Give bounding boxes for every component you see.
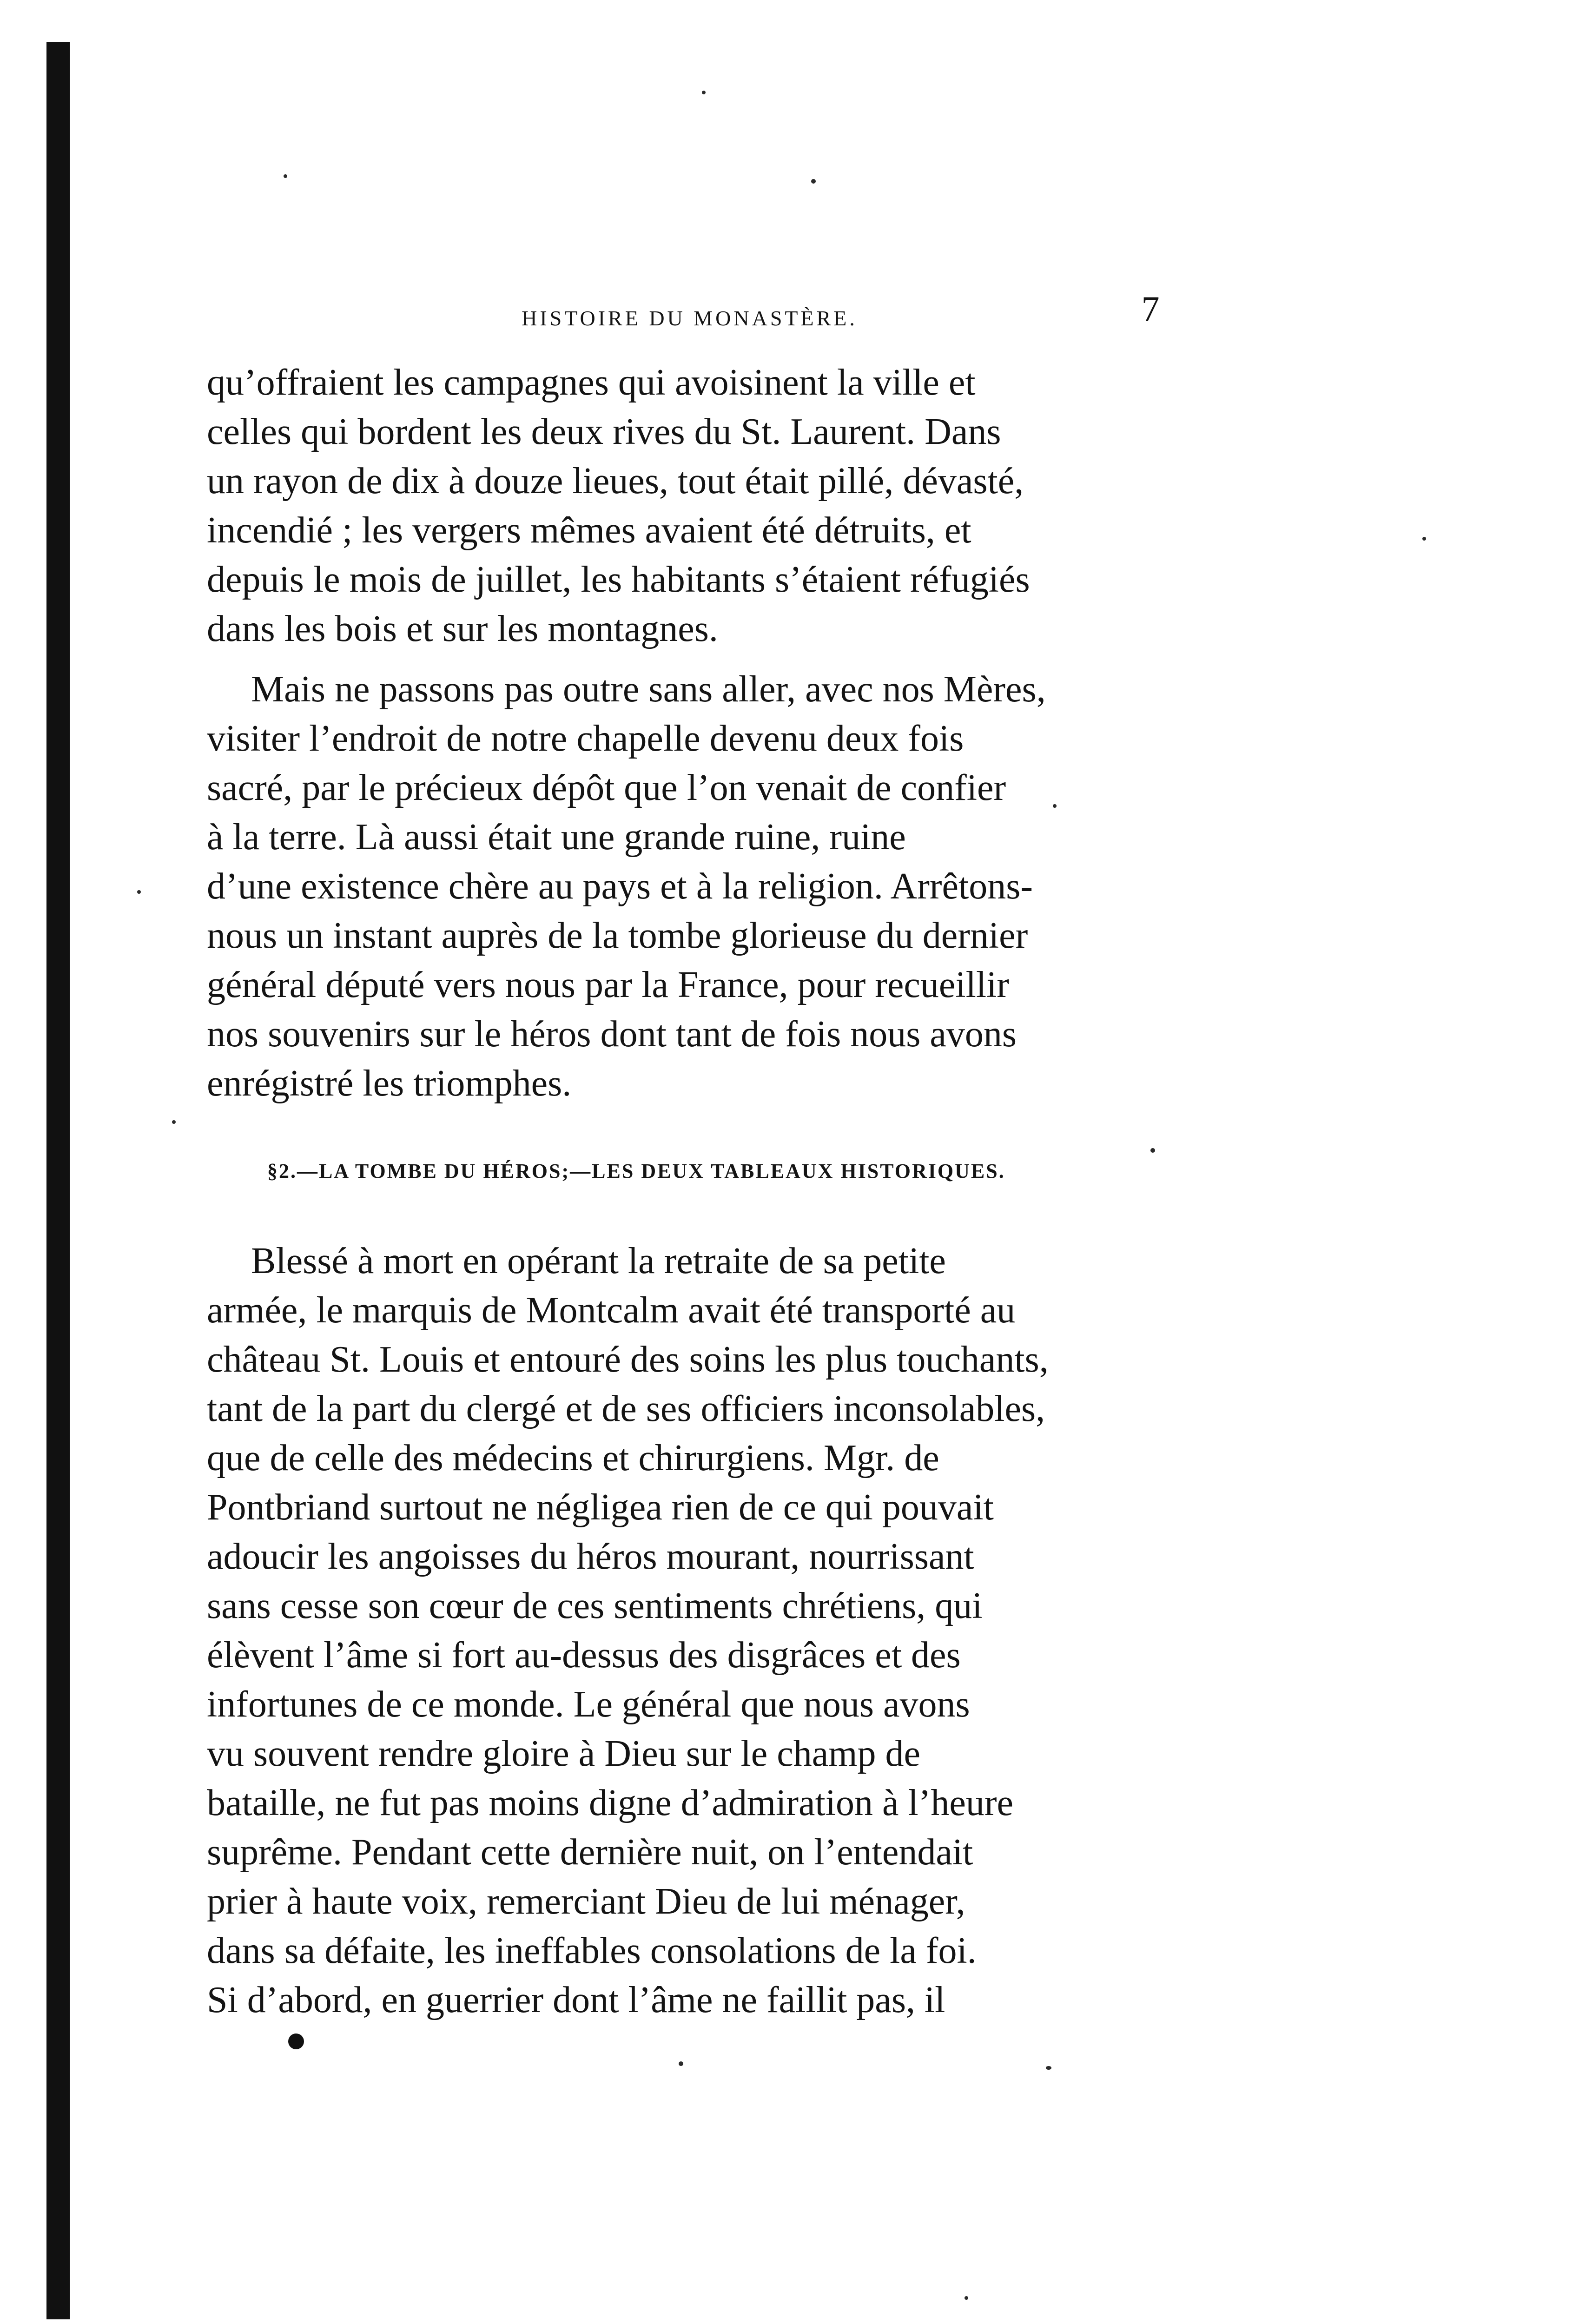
paragraph [207, 1236, 1169, 2025]
text-line: celles qui bordent les deux rives du St. Laurent. Dans [207, 411, 1001, 452]
text-line: Si d’abord, en guerrier dont l’âme ne faillit pas, il [207, 1980, 945, 2020]
text-line: que de celle des médecins et chirurgiens. Mgr. de [207, 1438, 939, 1479]
text-line: d’une existence chère au pays et à la religion. Arrêtons- [207, 866, 1033, 907]
scan-speck [965, 2296, 968, 2300]
scan-speck [811, 179, 816, 184]
running-head: HISTOIRE DU MONASTÈRE. [522, 306, 858, 330]
text-line: incendié ; les vergers mêmes avaient été détruits, et [207, 510, 971, 551]
text-line: à la terre. Là aussi était une grande ruine, ruine [207, 817, 906, 858]
text-line: prier à haute voix, remerciant Dieu de lui ménager, [207, 1881, 965, 1922]
text-line: Pontbriand surtout ne négligea rien de ce qui pouvait [207, 1487, 994, 1528]
text-line: depuis le mois de juillet, les habitants s’étaient réfugiés [207, 559, 1030, 600]
scan-speck [172, 1120, 176, 1124]
text-line: visiter l’endroit de notre chapelle devenu deux fois [207, 718, 964, 759]
text-line: Blessé à mort en opérant la retraite de sa petite [251, 1241, 946, 1281]
text-line: suprême. Pendant cette dernière nuit, on l’entendait [207, 1832, 973, 1873]
binding-edge-shadow [46, 42, 70, 2319]
page-number: 7 [1141, 289, 1160, 329]
text-line: général député vers nous par la France, pour recueillir [207, 964, 1009, 1005]
scan-speck [1422, 537, 1426, 541]
text-line: nos souvenirs sur le héros dont tant de fois nous avons [207, 1014, 1017, 1055]
scan-speck [702, 91, 706, 94]
text-line: Mais ne passons pas outre sans aller, avec nos Mères, [251, 669, 1046, 710]
text-line: armée, le marquis de Montcalm avait été transporté au [207, 1290, 1016, 1331]
text-line: dans les bois et sur les montagnes. [207, 608, 718, 649]
text-line: sans cesse son cœur de ces sentiments chrétiens, qui [207, 1585, 983, 1626]
scan-speck [1046, 2066, 1051, 2070]
scan-speck [137, 890, 141, 894]
text-line: bataille, ne fut pas moins digne d’admiration à l’heure [207, 1783, 1013, 1823]
scan-speck [1150, 1148, 1155, 1153]
ink-blot-mark [288, 2034, 304, 2049]
text-line: vu souvent rendre gloire à Dieu sur le champ de [207, 1733, 921, 1774]
text-line: qu’offraient les campagnes qui avoisinent la ville et [207, 362, 976, 403]
text-line: château St. Louis et entouré des soins les plus touchants, [207, 1339, 1049, 1380]
text-line: nous un instant auprès de la tombe glorieuse du dernier [207, 915, 1028, 956]
paragraph [207, 358, 1169, 654]
scan-speck [679, 2061, 683, 2066]
text-line: infortunes de ce monde. Le général que nous avons [207, 1684, 970, 1725]
text-line: adoucir les angoisses du héros mourant, nourrissant [207, 1536, 974, 1577]
paragraph [207, 665, 1169, 1108]
text-line: enrégistré les triomphes. [207, 1063, 572, 1104]
text-line: tant de la part du clergé et de ses officiers inconsolables, [207, 1388, 1045, 1429]
text-line: sacré, par le précieux dépôt que l’on venait de confier [207, 767, 1006, 808]
scan-speck [284, 174, 287, 178]
text-line: élèvent l’âme si fort au-dessus des disgrâces et des [207, 1635, 961, 1676]
text-line: dans sa défaite, les ineffables consolations de la foi. [207, 1930, 977, 1971]
section-heading: §2.—LA TOMBE DU HÉROS;—LES DEUX TABLEAUX HISTORIQUES. [267, 1160, 1005, 1182]
text-line: un rayon de dix à douze lieues, tout était pillé, dévasté, [207, 461, 1024, 502]
